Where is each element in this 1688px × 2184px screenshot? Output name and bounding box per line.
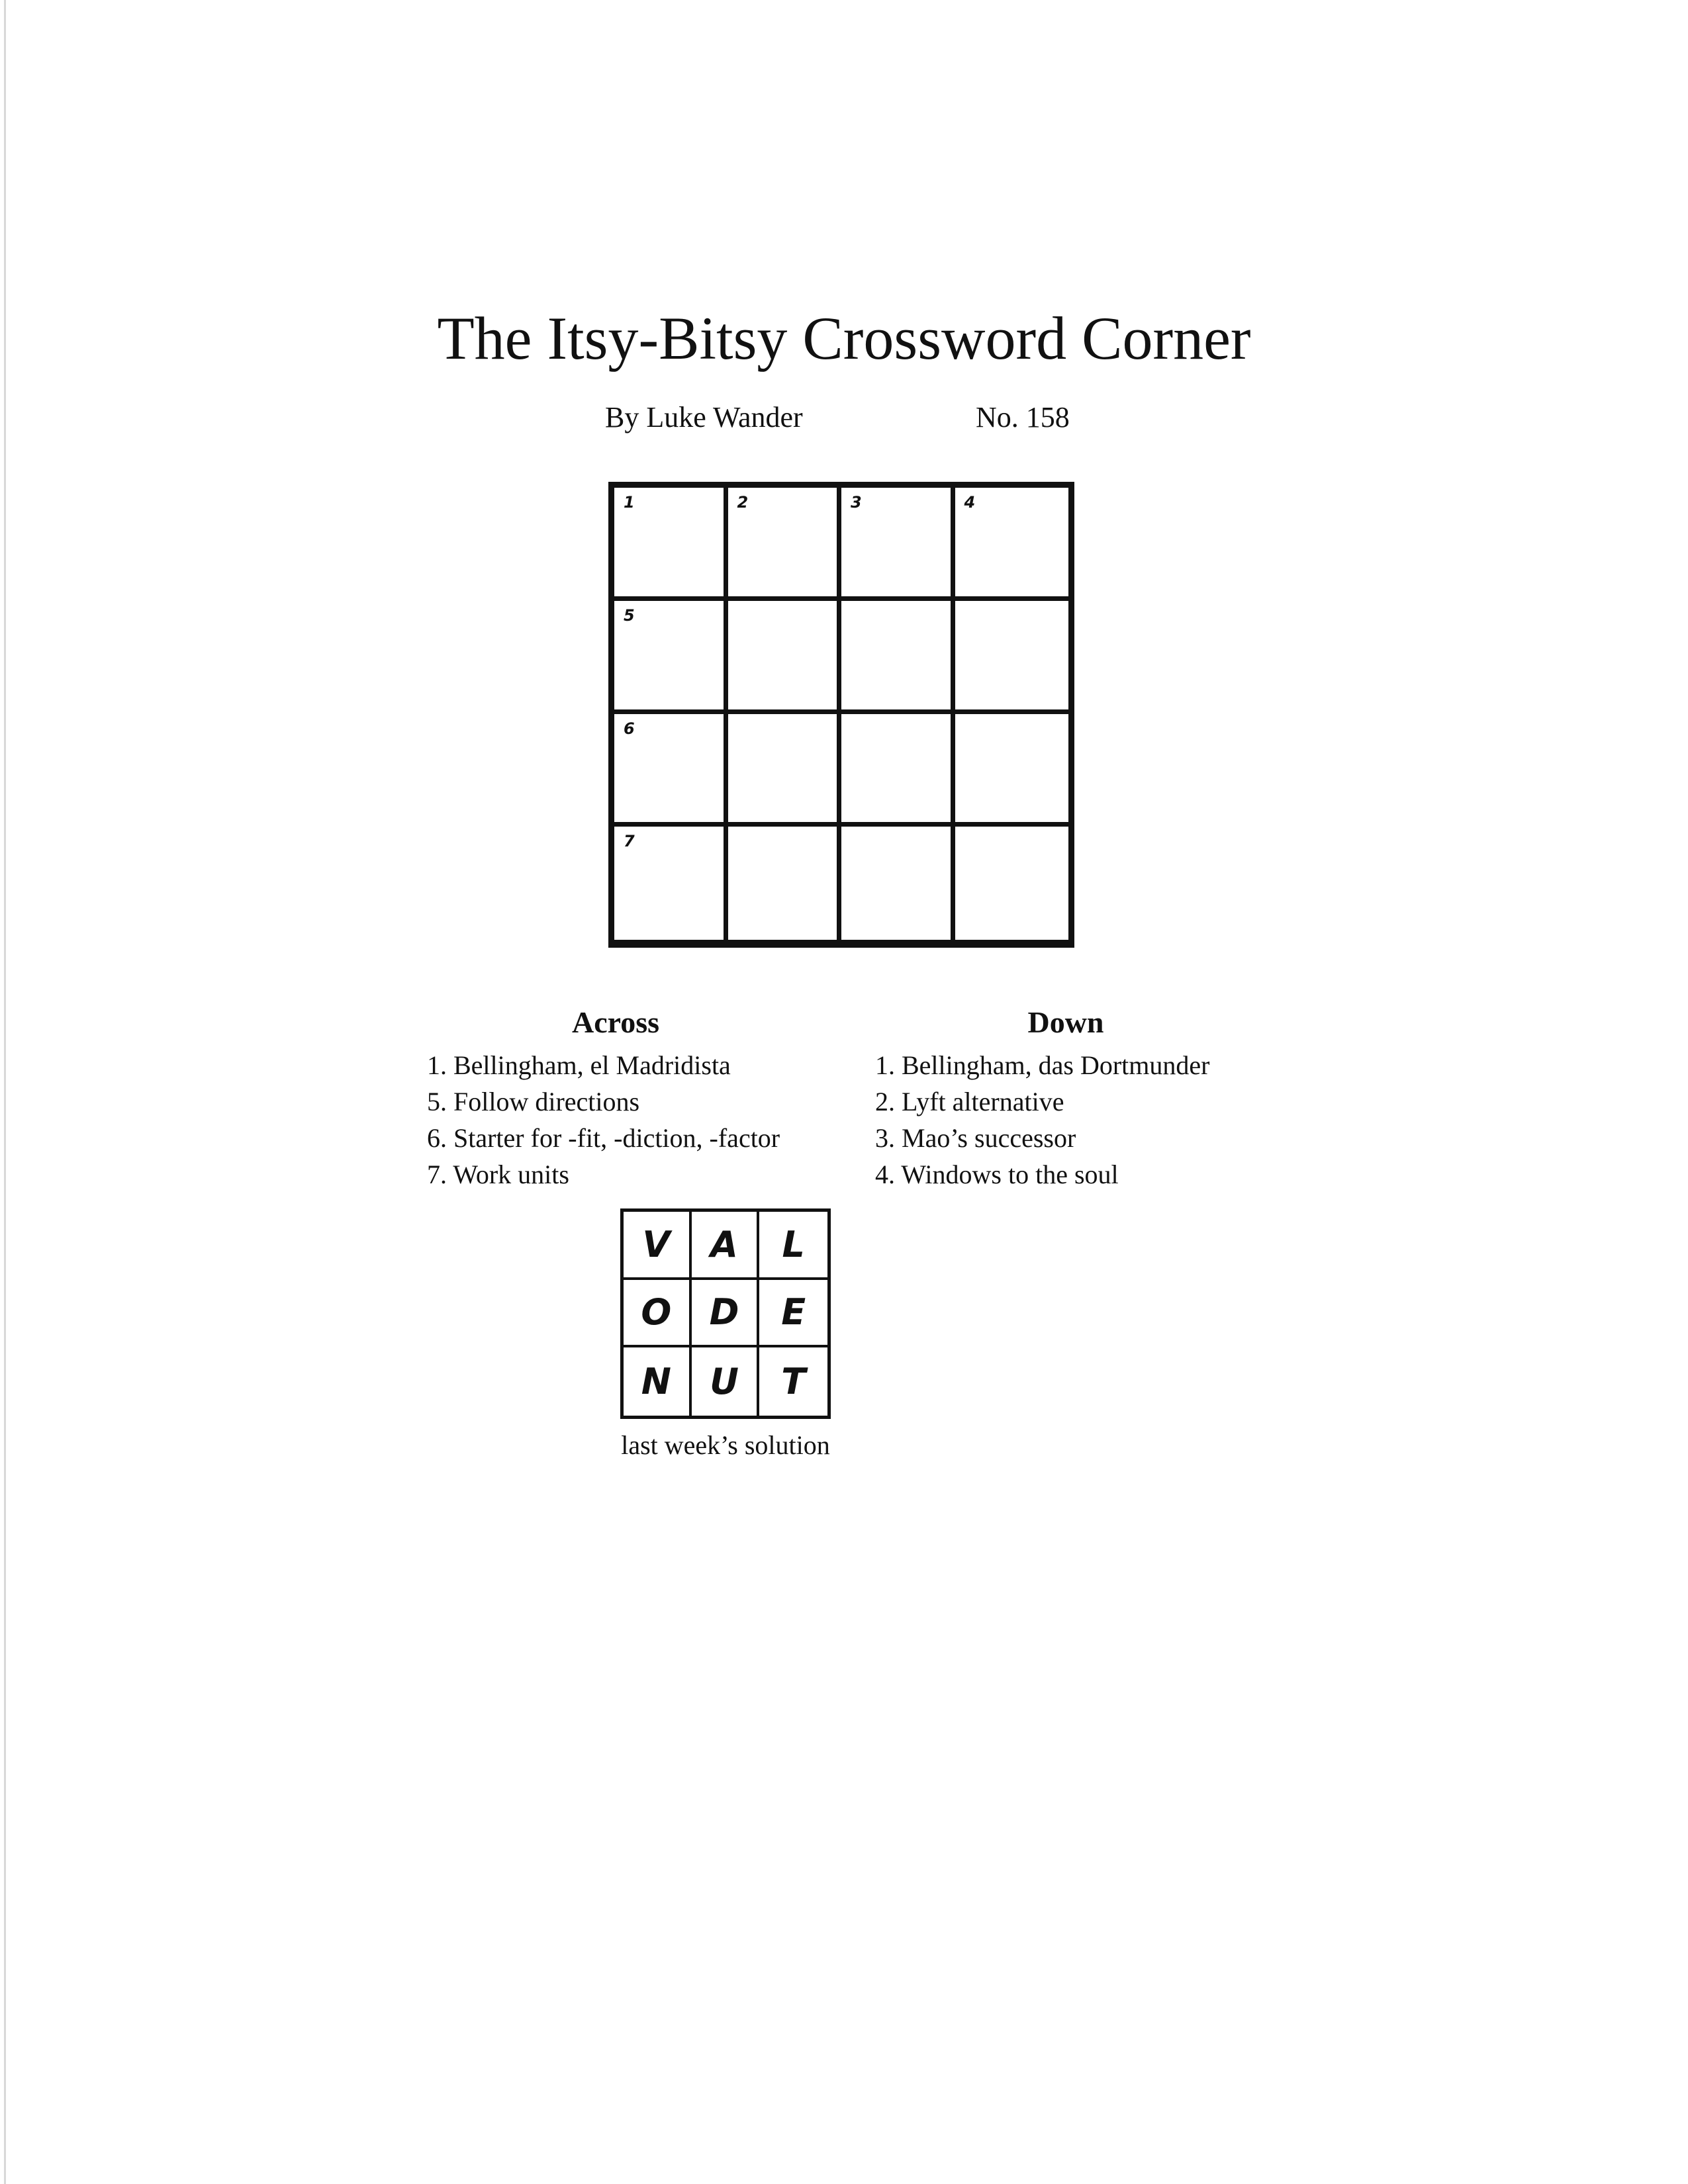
grid-cell[interactable] (841, 601, 955, 714)
solution-letter: O (624, 1280, 692, 1348)
issue-number: No. 158 (976, 401, 1070, 433)
grid-cell[interactable] (955, 601, 1069, 714)
across-clue: 7. Work units (427, 1160, 569, 1189)
down-heading: Down (1027, 1005, 1104, 1039)
grid-cell[interactable] (614, 827, 728, 940)
grid-cell[interactable] (614, 488, 728, 601)
grid-cell[interactable] (841, 714, 955, 827)
across-clue: 5. Follow directions (427, 1087, 640, 1116)
last-week-solution-grid (620, 1208, 831, 1419)
solution-letter: D (692, 1280, 760, 1348)
solution-letter: V (624, 1212, 692, 1280)
across-clue-list (427, 1047, 780, 1193)
clue-number: 4 (964, 493, 976, 512)
grid-cell[interactable] (955, 827, 1069, 940)
grid-cell[interactable] (728, 827, 842, 940)
grid-cell[interactable] (728, 601, 842, 714)
grid-cell[interactable] (955, 714, 1069, 827)
crossword-grid (608, 482, 1074, 948)
across-clue: 1. Bellingham, el Madridista (427, 1050, 731, 1080)
clue-number: 7 (624, 832, 635, 851)
down-clue: 3. Mao’s successor (875, 1123, 1076, 1153)
grid-cell[interactable] (614, 714, 728, 827)
solution-letter: L (759, 1212, 827, 1280)
grid-cell[interactable] (841, 488, 955, 601)
puzzle-title: The Itsy-Bitsy Crossword Corner (437, 304, 1251, 372)
author-byline: By Luke Wander (605, 401, 803, 433)
solution-letter: T (781, 1361, 806, 1403)
clue-number: 6 (624, 719, 635, 738)
solution-letter: N (624, 1347, 692, 1416)
down-clue: 1. Bellingham, das Dortmunder (875, 1050, 1210, 1080)
clue-number: 2 (737, 493, 749, 512)
grid-cell[interactable] (728, 714, 842, 827)
across-heading: Across (571, 1005, 660, 1039)
grid-cell[interactable] (955, 488, 1069, 601)
grid-cell[interactable] (728, 488, 842, 601)
solution-letter: E (759, 1280, 827, 1348)
solution-caption: last week’s solution (621, 1430, 830, 1460)
grid-cell[interactable] (841, 827, 955, 940)
across-clue: 6. Starter for -fit, -diction, -factor (427, 1123, 780, 1153)
solution-letter: A (692, 1212, 760, 1280)
clue-number: 1 (624, 493, 635, 512)
clue-number: 5 (624, 606, 635, 625)
solution-letter: U (692, 1347, 760, 1416)
down-clue-list (875, 1047, 1209, 1193)
down-clue: 4. Windows to the soul (875, 1160, 1119, 1189)
down-clue: 2. Lyft alternative (875, 1087, 1064, 1116)
clue-number: 3 (851, 493, 862, 512)
grid-cell[interactable] (614, 601, 728, 714)
